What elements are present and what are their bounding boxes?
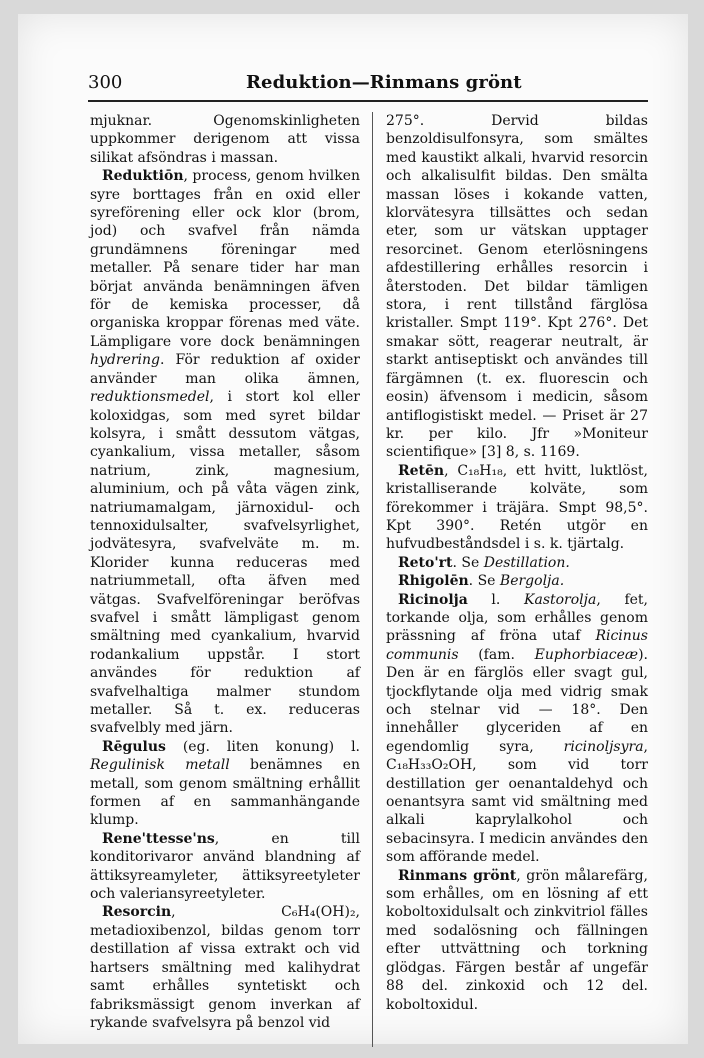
entry-text: . För reduktion af oxider använder man olika ämnen, <box>90 352 360 387</box>
entry-italic: reduktionsmedel <box>90 389 210 406</box>
entry-italic: hydrering <box>90 352 161 369</box>
entry-text: , grön målarefärg, som erhålles, om en lösning af ett koboltoxidulsalt och zinkvitriol fälles med sodalösning och fällningen efter uttvättning och torkning glödgas. Färgen består af ungefär 88 del. zinkoxid och 12 del. koboltoxidul. <box>386 867 648 1013</box>
entry-italic: Euphorbiaceæ <box>534 646 639 663</box>
entry-text: , i stort kol eller koloxidgas, som med syret bildar kolsyra, i smått dessutom vätgas, cyankalium, vissa metaller, såsom natrium, zink, magnesium, aluminium, och på våta vägen zink, natriumamalgam, järnoxidul- och tennoxidulsalter, svafvelsyrlighet, jodvätesyra, svafvelväte m. m. Klorider kunna reduceras med natriummetall, ofta äfven med vätgas. Svafvelföreningar beröfvas svafvel i smått lämpligast genom smältning med cyankalium, hvarvid rodankalium uppstår. I stort användes för reduktion af svafvelhaltiga malmer stundom metaller. Så t. ex. reduceras svafvelbly med järn. <box>90 389 360 737</box>
entry-renettessens <box>90 830 360 904</box>
entry-term: Ricinolja <box>398 591 468 608</box>
entry-term: Reto'rt <box>398 554 453 571</box>
left-paragraph-text: mjuknar. Ogenomskinligheten uppkommer derigenom att vissa silikat afsöndras i massan. <box>90 113 360 166</box>
entry-term: Rhigolēn <box>398 573 469 590</box>
left-column <box>90 112 360 1032</box>
entry-italic: Ricinus communis <box>386 628 648 663</box>
entry-reten <box>386 462 648 554</box>
entry-italic: ricinoljsyra <box>563 738 644 755</box>
running-title: Reduktion—Rinmans grönt <box>246 72 522 93</box>
entry-text: , process, genom hvilken syre borttages från en oxid eller syreförening eller ock klor (brom, jod) och svafvel från nämda grundämnens föreningar med metaller. På senare tider har man börjat använda benämningen äfven för de kemiska processer, då organiska kroppar förenas med väte. Lämpligare vore dock benämningen <box>90 168 360 350</box>
entry-text: l. <box>467 591 525 608</box>
entry-term: Resorcin <box>102 904 172 921</box>
entry-ricinolja <box>386 591 648 867</box>
column-divider <box>372 112 373 1047</box>
right-paragraph-continuation <box>386 112 648 462</box>
right-column <box>386 112 648 1014</box>
entry-text: . Se <box>452 554 484 571</box>
left-paragraph-continuation <box>90 112 360 167</box>
entry-text: , C₆H₄(OH)₂, metadioxibenzol, bildas genom torr destillation af vissa extrakt och vid hartsers smältning med kalihydrat samt erhålles syntetiskt och fabriksmässigt genom inverkan af rykande svafvelsyra på benzol vid <box>90 904 360 1031</box>
entry-text: , fet, torkande olja, som erhålles genom prässning af fröna utaf <box>386 591 649 645</box>
entry-term: Retēn <box>398 462 445 479</box>
entry-resorcin <box>90 903 360 1032</box>
entry-text: , C₁₈H₃₃O₂OH, som vid torr destillation ger oenantaldehyd och oenantsyra samt vid smältning med alkali kaprylalkohol och sebacinsyra. I medicin användes den som afförande medel. <box>386 738 648 866</box>
right-paragraph-text: 275°. Dervid bildas benzoldisulfonsyra, som smältes med kaustikt alkali, hvarvid resorcin och alkalisulfit bildas. Den smälta massan löses i kokande vatten, klorvätesyra tillsättes och sedan eter, som ur vätskan upptager resorcinet. Genom eterlösningens afdestillering erhålles resorcin i återstoden. Det bildar tämligen stora, i rent tillstånd färglösa kristaller. Smpt 119°. Kpt 276°. Det smakar sött, reagerar neutralt, är starkt antiseptiskt och användes till färgämnen (t. ex. fluorescin och eosin) äfvensom i medicin, såsom antiflogistiskt medel. — Priset är 27 kr. per kilo. Jfr »Moniteur scientifique» [3] 8, s. 1169. <box>386 113 648 461</box>
entry-term: Rēgulus <box>102 738 166 755</box>
entry-text: , C₁₈H₁₈, ett hvitt, luktlöst, kristalliserande kolväte, som förekommer i träjära. Smpt 98,5°. Kpt 390°. Retén utgör en hufvudbeståndsdel i s. k. tjärtalg. <box>386 462 648 553</box>
entry-term: Rene'ttesse'ns <box>102 830 215 847</box>
entry-italic: Destillation. <box>483 554 570 571</box>
entry-italic: Kastorolja <box>524 591 597 608</box>
entry-regulus <box>90 738 360 830</box>
entry-italic: Regulinisk metall <box>90 757 230 774</box>
entry-rhigolen <box>386 572 648 590</box>
page-number: 300 <box>88 72 123 93</box>
entry-rinmans-gront <box>386 867 648 1014</box>
entry-text: benämnes en metall, som genom smältning erhållit formen af en sammanhängande klump. <box>90 757 360 829</box>
entry-reduktion <box>90 167 360 738</box>
entry-text: (fam. <box>458 646 535 663</box>
entry-term: Reduktiōn <box>102 168 184 185</box>
entry-text: (eg. liten konung) l. <box>165 738 360 755</box>
entry-text: . Se <box>468 573 500 590</box>
header-rule <box>88 100 648 102</box>
entry-italic: Bergolja. <box>499 573 565 590</box>
entry-term: Rinmans grönt <box>398 867 517 884</box>
entry-text: ). Den är en färglös eller svagt gul, tjockflytande olja med vidrig smak och stelnar vid — 18°. Den innehåller glyceriden af en egendomlig syra, <box>386 646 648 755</box>
entry-text: , en till konditorivaror använd blandning af ättiksyreamyleter, ättiksyreetyleter och valeriansyreetyleter. <box>90 830 360 903</box>
page-header <box>88 72 650 102</box>
entry-retort <box>386 554 648 572</box>
